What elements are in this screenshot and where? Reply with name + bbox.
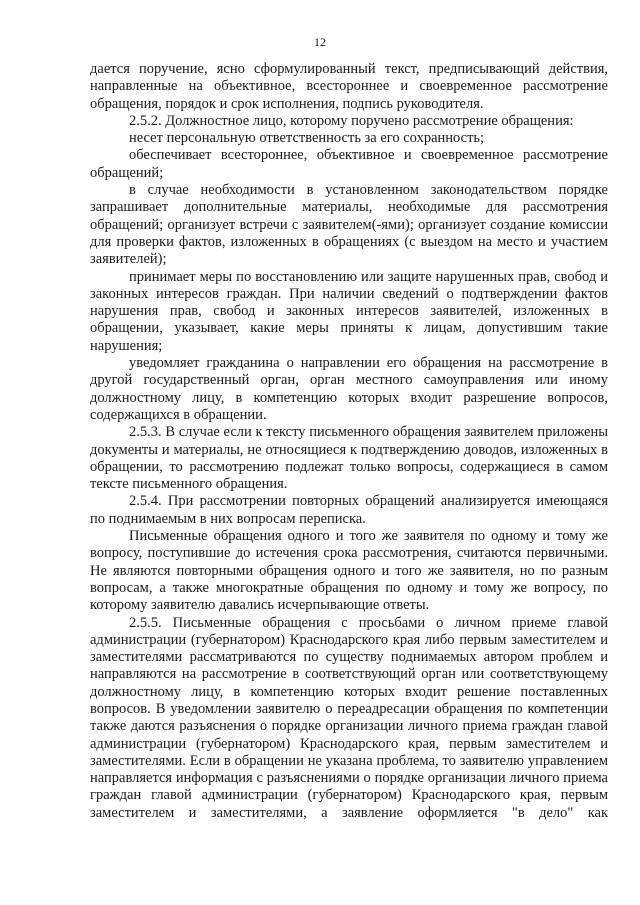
paragraph-2-5-5: 2.5.5. Письменные обращения с просьбами о личном приеме главой администрации (губернатором) Краснодарского края либо первым заместителем и заместителями рассматриваются по существу поднимаемых автором проблем и направляются на рассмотрение в соответствующий орган или соответствующему должностному лицу, в компетенцию которых входит решение поставленных вопросов. В уведомлении заявителю о переадресации обращения по компетенции также даются разъяснения о порядке организации личного приема граждан главой администрации (губернатором) Краснодарского края, первым заместителем и заместителями. Если в обращении не указана проблема, то заявителю управлением направляется информация с разъяснениями о порядке организации личного приема граждан главой администрации (губернатором) Краснодарского края, первым заместителем и заместителями, а заявление оформляется "в дело" как <box>90 614 608 821</box>
paragraph-responsibility: несет персональную ответственность за его сохранность; <box>129 130 485 147</box>
paragraph-2-5-4: 2.5.4. При рассмотрении повторных обращений анализируется имеющаяся по поднимаемым в них вопросам переписка. <box>90 493 608 527</box>
document-body <box>90 61 608 822</box>
paragraph-restores-rights: принимает меры по восстановлению или защите нарушенных прав, свобод и законных интересов граждан. При наличии сведений о подтверждении фактов нарушения прав, свобод и законных интересов заявителей, изложенных в обращении, указывает, какие меры приняты к лицам, допустившим такие нарушения; <box>90 268 608 354</box>
paragraph-2-5-3: 2.5.3. В случае если к тексту письменного обращения заявителем приложены документы и материалы, не относящиеся к подтверждению доводов, изложенных в обращении, то рассмотрению подлежат только вопросы, содержащиеся в самом тексте письменного обращения. <box>90 424 608 493</box>
paragraph-ensures-review: обеспечивает всестороннее, объективное и своевременное рассмотрение обращений; <box>90 147 608 181</box>
paragraph-notifies-citizen: уведомляет гражданина о направлении его обращения на рассмотрение в другой государственный орган, орган местного самоуправления или иному должностному лицу, в компетенцию которых входит разрешение вопросов, содержащихся в обращении. <box>90 355 608 423</box>
page-number: 12 <box>314 35 326 49</box>
paragraph-2-5-2: 2.5.2. Должностное лицо, которому поручено рассмотрение обращения: <box>129 112 574 129</box>
paragraph-repeated-appeals: Письменные обращения одного и того же заявителя по одному и тому же вопросу, поступившие до истечения срока рассмотрения, считаются первичными. Не являются повторными обращения одного и того же заявителя, но по разным вопросам, а также многократные обращения по одному и тому же вопросу, по которому заявителю давались исчерпывающие ответы. <box>90 528 608 614</box>
paragraph-requests-materials: в случае необходимости в установленном законодательством порядке запрашивает дополнительные материалы, необходимые для рассмотрения обращений; организует встречи с заявителем(-ями); организует создание комиссии для проверки фактов, изложенных в обращениях (с выездом на место и участием заявителей); <box>90 182 608 268</box>
paragraph-continuation: дается поручение, ясно сформулированный текст, предписывающий действия, направленные на объективное, всестороннее и своевременное рассмотрение обращения, порядок и срок исполнения, подпись руководителя. <box>90 61 608 112</box>
